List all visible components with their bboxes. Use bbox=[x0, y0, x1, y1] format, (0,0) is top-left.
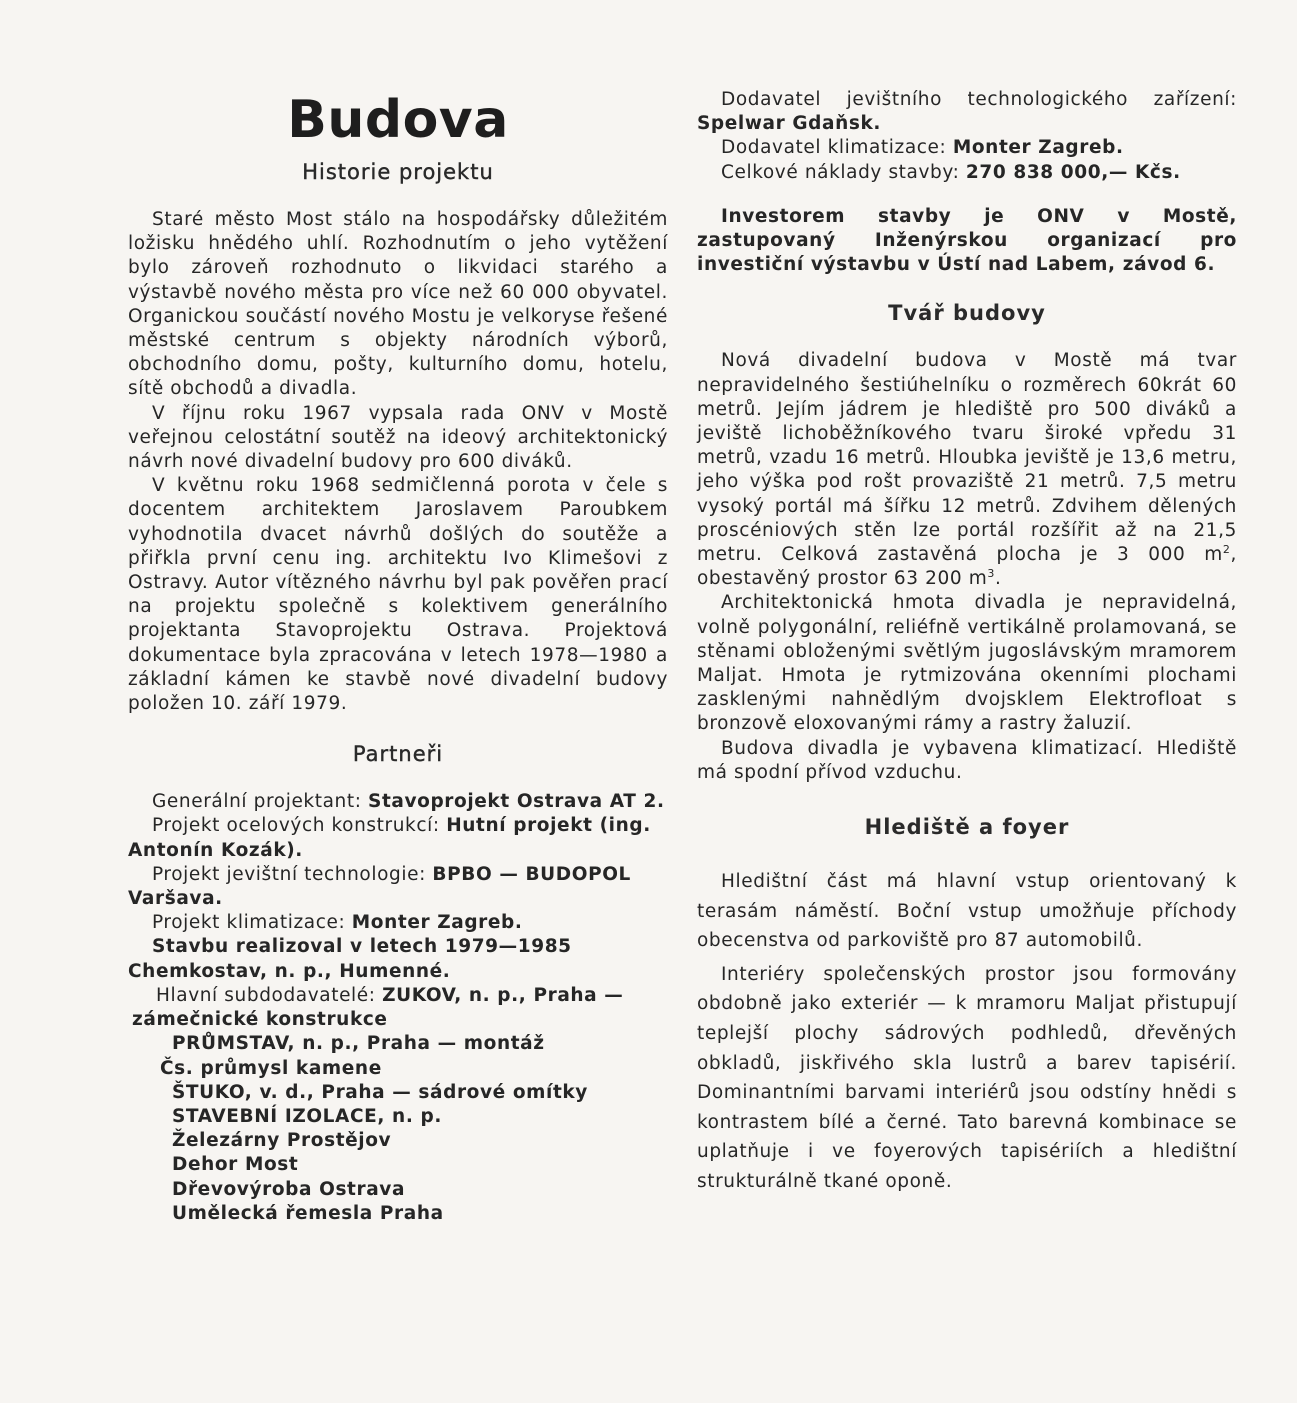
partner-entry bbox=[128, 935, 668, 983]
cost-value: 270 838 000,— Kčs. bbox=[965, 161, 1181, 183]
subcontractor-item: Umělecká řemesla Praha bbox=[172, 1202, 444, 1224]
subcontractor-item: ŠTUKO, v. d., Praha — sádrové omítky bbox=[172, 1081, 588, 1103]
partner-label: Projekt jevištní technologie: bbox=[152, 863, 426, 885]
partner-label: Projekt ocelových konstrukcí: bbox=[152, 815, 440, 837]
face-paragraph: Nová divadelní budova v Mostě má tvar nepravidelného šestiúhelníku o rozměrech 60krát 60 metrů. Jejím jádrem je hlediště pro 500 diváků a jeviště lichoběžníkového tvaru široké vpředu 31 metrů, vzadu 16 metrů. Hloubka jeviště je 13,6 metru, jeho výška pod rošt provaziště 21 metrů. 7,5 metru vysoký portál má šířku 12 metrů. Zdvihem dělených proscéniových stěn lze portál rozšířit až na 21,5 metru. Celková zastavěná plocha je 3 000 $m^2$, obestavěný prostor 63 200 $m^3$. bbox=[697, 350, 1237, 590]
history-paragraph: V květnu roku 1968 sedmičlenná porota v čele s docentem architektem Jaroslavem Paroubkem vyhodnotila dvacet návrhů došlých do soutěže a přiřkla první cenu ing. architektu Ivo Klimešovi z Ostravy. Autor vítězného návrhu byl pak pověřen prací na projektu společně s kolektivem generálního projektanta Stavoprojektu Ostrava. Projektová dokumentace byla zpracována v letech 1978—1980 a základní kámen ke stavbě nové divadelní budovy položen 10. září 1979. bbox=[128, 475, 668, 715]
right-column bbox=[697, 88, 1237, 1197]
subcontractor-item: Dehor Most bbox=[172, 1154, 299, 1176]
foyer-text bbox=[697, 867, 1237, 1197]
partner-entry bbox=[128, 984, 668, 1032]
subcontractor-item: Čs. průmysl kamene bbox=[160, 1057, 382, 1079]
partners-list bbox=[128, 790, 668, 1226]
partner-entry bbox=[128, 814, 668, 862]
section-heading-face: Tvář budovy bbox=[888, 301, 1046, 326]
subcontractor-list bbox=[128, 1032, 668, 1226]
supplier-entry bbox=[697, 88, 1237, 136]
partner-label: Projekt klimatizace: bbox=[152, 912, 346, 934]
supplier-label: Dodavatel jevištního technologického zařízení: bbox=[721, 89, 1237, 110]
subcontractor-item: PRŮMSTAV, n. p., Praha — montáž bbox=[172, 1033, 545, 1055]
left-column bbox=[128, 88, 668, 1226]
partner-value: ZUKOV, n. p., Praha — zámečnické konstrukce bbox=[132, 984, 624, 1031]
contractor-text: Stavbu realizoval v letech 1979—1985 Chemkostav, n. p., Humenné. bbox=[128, 936, 572, 982]
subcontractor-item: Železárny Prostějov bbox=[172, 1130, 392, 1152]
face-paragraph: Architektonická hmota divadla je nepravidelná, volně polygonální, reliéfně vertikálně prolamovaná, se stěnami obloženými světlým jugoslávským mramorem Maljat. Hmota je rytmizována okenními plochami zasklenými nahnědlým dvojsklem Elektrofloat s bronzově eloxovanými rámy a rastry žaluzií. bbox=[697, 592, 1237, 735]
supplier-label: Dodavatel klimatizace: bbox=[721, 137, 947, 159]
partner-entry bbox=[128, 863, 668, 911]
history-text bbox=[128, 208, 668, 716]
cost-entry bbox=[697, 161, 1237, 185]
subcontractor-item: Dřevovýroba Ostrava bbox=[172, 1178, 406, 1200]
face-paragraph: Budova divadla je vybavena klimatizací. Hlediště má spodní přívod vzduchu. bbox=[697, 737, 1237, 783]
face-text bbox=[697, 349, 1237, 785]
investor-text: Investorem stavby je ONV v Mostě, zastupovaný Inženýrskou organizací pro investiční výstavbu v Ústí nad Labem, závod 6. bbox=[697, 205, 1237, 276]
foyer-paragraph: Interiéry společenských prostor jsou formovány obdobně jako exteriér — k mramoru Maljat přistupují teplejší plochy sádrových podhledů, dřevěných obkladů, jiskřivého skla lustrů a barev tapisérií. Dominantními barvami interiérů jsou odstíny hnědi s kontrastem bílé a černé. Tato barevná kombinace se uplatňuje i ve foyerových tapisériích a hledištní strukturálně tkané oponě. bbox=[697, 963, 1237, 1193]
section-heading-partners: Partneři bbox=[352, 742, 444, 767]
subcontractor-item: STAVEBNÍ IZOLACE, n. p. bbox=[172, 1105, 442, 1127]
section-heading-foyer: Hlediště a foyer bbox=[864, 815, 1070, 840]
partner-value: Monter Zagreb. bbox=[351, 912, 523, 934]
partner-label: Generální projektant: bbox=[152, 791, 362, 813]
partner-entry bbox=[128, 911, 668, 935]
supplier-entry bbox=[697, 136, 1237, 160]
suppliers-block bbox=[697, 88, 1237, 185]
page-title: Budova bbox=[287, 90, 509, 150]
partner-value: Hutní projekt (ing. Antonín Kozák). bbox=[128, 815, 651, 861]
partner-label: Hlavní subdodavatelé: bbox=[156, 984, 376, 1006]
partner-value: Stavoprojekt Ostrava AT 2. bbox=[368, 791, 665, 813]
partner-entry bbox=[128, 790, 668, 814]
cost-label: Celkové náklady stavby: bbox=[721, 161, 960, 183]
foyer-paragraph: Hledištní část má hlavní vstup orientovaný k terasám náměstí. Boční vstup umožňuje příchody obecenstva od parkoviště pro 87 automobilů. bbox=[697, 871, 1237, 952]
supplier-value: Spelwar Gdaňsk. bbox=[697, 113, 882, 135]
section-heading-history: Historie projektu bbox=[302, 160, 494, 184]
supplier-value: Monter Zagreb. bbox=[952, 137, 1124, 159]
partner-value: BPBO — BUDOPOL Varšava. bbox=[128, 863, 631, 910]
history-paragraph: V říjnu roku 1967 vypsala rada ONV v Mostě veřejnou celostátní soutěž na ideový architektonický návrh nové divadelní budovy pro 600 diváků. bbox=[128, 402, 668, 473]
history-paragraph: Staré město Most stálo na hospodářsky důležitém ložisku hnědého uhlí. Rozhodnutím o jeho vytěžení bylo zároveň rozhodnuto o likvidaci starého a výstavbě nového města pro více než 60 000 obyvatel. Organickou součástí nového Mostu je velkoryse řešené městské centrum s objekty národních výborů, obchodního domu, pošty, kulturního domu, hotelu, sítě obchodů a divadla. bbox=[128, 209, 668, 400]
